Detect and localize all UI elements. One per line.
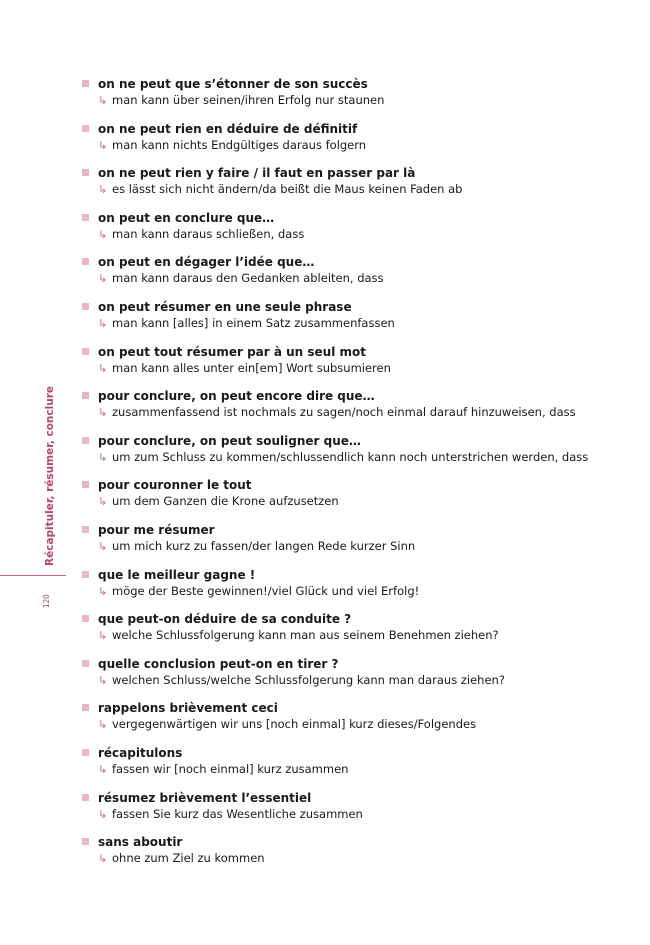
german-translation: man kann nichts Endgültiges daraus folgern bbox=[112, 137, 367, 152]
section-side-label: Récapituler, résumer, conclure bbox=[44, 385, 56, 566]
return-arrow-icon: ↳ bbox=[98, 584, 108, 598]
return-arrow-icon: ↳ bbox=[98, 495, 108, 509]
bullet-square-icon bbox=[82, 571, 89, 578]
return-arrow-icon: ↳ bbox=[98, 807, 108, 821]
german-translation: um zum Schluss zu kommen/schlussendlich kann noch unterstrichen werden, dass bbox=[112, 449, 589, 464]
bullet-square-icon bbox=[82, 704, 89, 711]
german-translation: möge der Beste gewinnen!/viel Glück und viel Erfolg! bbox=[112, 583, 420, 598]
return-arrow-icon: ↳ bbox=[98, 183, 108, 197]
german-translation: ohne zum Ziel zu kommen bbox=[112, 851, 265, 866]
translation-line bbox=[98, 583, 642, 600]
list-item bbox=[82, 344, 642, 389]
french-phrase: rappelons brièvement ceci bbox=[98, 701, 278, 716]
return-arrow-icon: ↳ bbox=[98, 718, 108, 732]
bullet-square-icon bbox=[82, 749, 89, 756]
return-arrow-icon: ↳ bbox=[98, 762, 108, 776]
bullet-square-icon bbox=[82, 794, 89, 801]
bullet-square-icon bbox=[82, 125, 89, 132]
translation-line bbox=[98, 716, 642, 733]
list-item bbox=[82, 210, 642, 255]
bullet-square-icon bbox=[82, 80, 89, 87]
return-arrow-icon: ↳ bbox=[98, 673, 108, 687]
translation-line bbox=[98, 315, 642, 332]
german-translation: man kann [alles] in einem Satz zusammenfassen bbox=[112, 315, 395, 330]
french-phrase: on peut tout résumer par à un seul mot bbox=[98, 344, 366, 359]
german-translation: man kann daraus schließen, dass bbox=[112, 226, 305, 241]
translation-line bbox=[98, 360, 642, 377]
translation-line bbox=[98, 493, 642, 510]
german-translation: um mich kurz zu fassen/der langen Rede kurzer Sinn bbox=[112, 538, 416, 553]
translation-line bbox=[98, 761, 642, 778]
list-item bbox=[82, 522, 642, 567]
bullet-square-icon bbox=[82, 526, 89, 533]
translation-line bbox=[98, 181, 642, 198]
german-translation: fassen wir [noch einmal] kurz zusammen bbox=[112, 761, 349, 776]
bullet-square-icon bbox=[82, 660, 89, 667]
german-translation: zusammenfassend ist nochmals zu sagen/noch einmal darauf hinzuweisen, dass bbox=[112, 405, 576, 420]
german-translation: um dem Ganzen die Krone aufzusetzen bbox=[112, 494, 339, 509]
french-phrase: pour conclure, on peut encore dire que… bbox=[98, 389, 375, 404]
translation-line bbox=[98, 137, 642, 154]
french-phrase: résumez brièvement l’essentiel bbox=[98, 790, 312, 805]
list-item bbox=[82, 745, 642, 790]
list-item bbox=[82, 700, 642, 745]
list-item bbox=[82, 656, 642, 701]
french-phrase: on ne peut rien en déduire de définitif bbox=[98, 121, 358, 136]
margin-divider bbox=[0, 575, 66, 576]
return-arrow-icon: ↳ bbox=[98, 852, 108, 866]
return-arrow-icon: ↳ bbox=[98, 272, 108, 286]
french-phrase: récapitulons bbox=[98, 745, 183, 760]
translation-line bbox=[98, 270, 642, 287]
bullet-square-icon bbox=[82, 838, 89, 845]
bullet-square-icon bbox=[82, 169, 89, 176]
bullet-square-icon bbox=[82, 392, 89, 399]
page-number: 120 bbox=[42, 594, 51, 608]
german-translation: es lässt sich nicht ändern/da beißt die Maus keinen Faden ab bbox=[112, 182, 463, 197]
translation-line bbox=[98, 806, 642, 823]
list-item bbox=[82, 254, 642, 299]
german-translation: welchen Schluss/welche Schlussfolgerung kann man daraus ziehen? bbox=[112, 672, 505, 687]
french-phrase: on peut en dégager l’idée que… bbox=[98, 255, 315, 270]
list-item bbox=[82, 834, 642, 879]
french-phrase: on ne peut rien y faire / il faut en passer par là bbox=[98, 166, 416, 181]
bullet-square-icon bbox=[82, 437, 89, 444]
translation-line bbox=[98, 538, 642, 555]
french-phrase: on peut en conclure que… bbox=[98, 210, 275, 225]
french-phrase: on ne peut que s’étonner de son succès bbox=[98, 77, 368, 91]
return-arrow-icon: ↳ bbox=[98, 539, 108, 553]
german-translation: welche Schlussfolgerung kann man aus seinem Benehmen ziehen? bbox=[112, 628, 499, 643]
return-arrow-icon: ↳ bbox=[98, 406, 108, 420]
french-phrase: pour conclure, on peut souligner que… bbox=[98, 433, 361, 448]
list-item bbox=[82, 611, 642, 656]
bullet-square-icon bbox=[82, 214, 89, 221]
return-arrow-icon: ↳ bbox=[98, 450, 108, 464]
return-arrow-icon: ↳ bbox=[98, 316, 108, 330]
return-arrow-icon: ↳ bbox=[98, 227, 108, 241]
german-translation: man kann über seinen/ihren Erfolg nur staunen bbox=[112, 93, 385, 107]
translation-line bbox=[98, 850, 642, 867]
return-arrow-icon: ↳ bbox=[98, 138, 108, 152]
phrase-list bbox=[82, 76, 642, 879]
bullet-square-icon bbox=[82, 481, 89, 488]
return-arrow-icon: ↳ bbox=[98, 361, 108, 375]
list-item bbox=[82, 76, 642, 121]
translation-line bbox=[98, 404, 642, 421]
german-translation: fassen Sie kurz das Wesentliche zusammen bbox=[112, 806, 363, 821]
translation-line bbox=[98, 226, 642, 243]
list-item bbox=[82, 388, 642, 433]
list-item bbox=[82, 790, 642, 835]
bullet-square-icon bbox=[82, 258, 89, 265]
list-item bbox=[82, 567, 642, 612]
list-item bbox=[82, 299, 642, 344]
french-phrase: quelle conclusion peut-on en tirer ? bbox=[98, 656, 339, 671]
translation-line bbox=[98, 92, 642, 109]
list-item bbox=[82, 433, 642, 478]
french-phrase: que le meilleur gagne ! bbox=[98, 567, 256, 582]
return-arrow-icon: ↳ bbox=[98, 94, 108, 107]
french-phrase: que peut-on déduire de sa conduite ? bbox=[98, 612, 352, 627]
return-arrow-icon: ↳ bbox=[98, 629, 108, 643]
translation-line bbox=[98, 627, 642, 644]
list-item bbox=[82, 477, 642, 522]
french-phrase: sans aboutir bbox=[98, 835, 183, 850]
bullet-square-icon bbox=[82, 615, 89, 622]
german-translation: man kann alles unter ein[em] Wort subsumieren bbox=[112, 360, 391, 375]
german-translation: man kann daraus den Gedanken ableiten, dass bbox=[112, 271, 384, 286]
french-phrase: pour me résumer bbox=[98, 522, 215, 537]
list-item bbox=[82, 121, 642, 166]
french-phrase: pour couronner le tout bbox=[98, 478, 252, 493]
list-item bbox=[82, 165, 642, 210]
translation-line bbox=[98, 672, 642, 689]
translation-line bbox=[98, 449, 642, 466]
german-translation: vergegenwärtigen wir uns [noch einmal] kurz dieses/Folgendes bbox=[112, 717, 477, 732]
french-phrase: on peut résumer en une seule phrase bbox=[98, 299, 352, 314]
bullet-square-icon bbox=[82, 348, 89, 355]
bullet-square-icon bbox=[82, 303, 89, 310]
